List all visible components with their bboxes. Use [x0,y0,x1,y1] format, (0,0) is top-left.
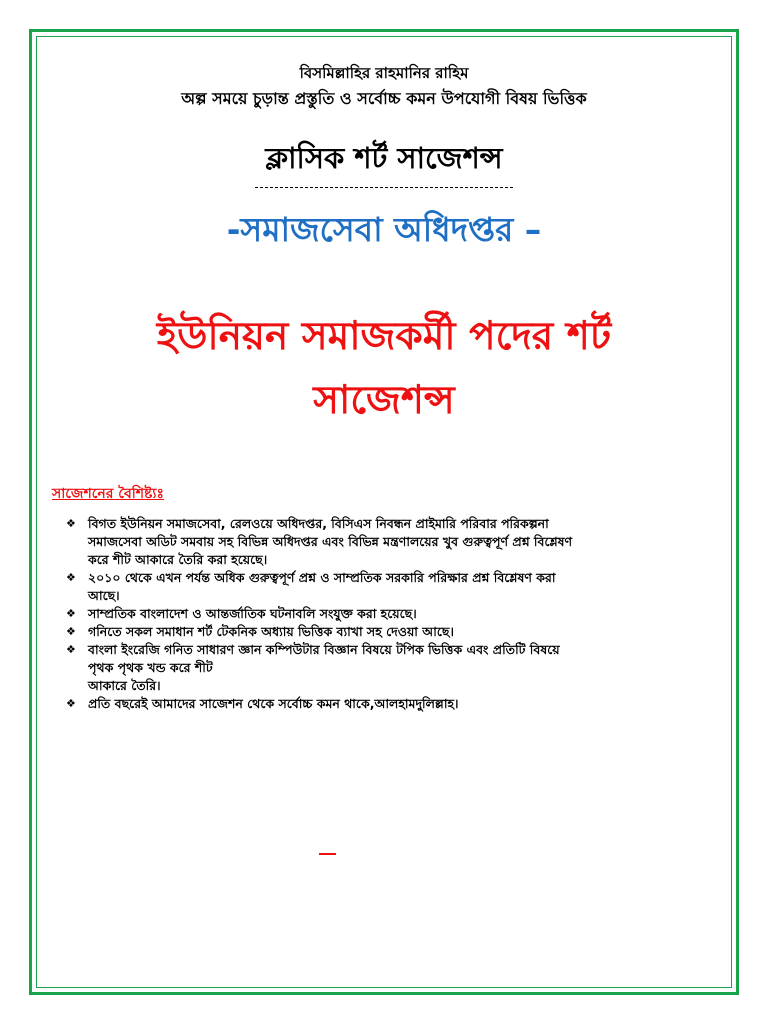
features-list [62,515,718,713]
document-title: ক্লাসিক শর্ট সাজেশন্স [255,136,512,188]
list-item: ❖ বিগত ইউনিয়ন সমাজসেবা, রেলওয়ে অধিদপ্তর, বিসিএস নিবন্ধন প্রাইমারি পরিবার পরিকল্পনা সমাজসেবা অডিট সমবায় সহ বিভিন্ন অধিদপ্তর এবং বিভিন্ন মন্ত্রণালয়ের খুব গুরুত্বপূর্ণ প্রশ্ন বিশ্লেষণ করে শীট আকারে তৈরি করা হয়েছে। [66,516,573,567]
diamond-bullet-icon: ❖ [66,625,76,638]
list-item: ❖ ২০১০ থেকে এখন পর্যন্ত অধিক গুরুত্বপূর্ণ প্রশ্ন ও সাম্প্রতিক সরকারি পরিক্ষার প্রশ্ন বিশ্লেষণ করা আছে। [66,570,556,603]
diamond-bullet-icon: ❖ [66,607,76,620]
list-item: ❖ বাংলা ইংরেজি গনিত সাধারণ জ্ঞান কম্পিউটার বিজ্ঞান বিষয়ে টপিক ভিত্তিক এবং প্রতিটি বিষয়ে পৃথক পৃথক খন্ড করে শীট আকারে তৈরি। [66,642,560,693]
features-label: সাজেশনের বৈশিষ্ট্যঃ [52,486,164,502]
headline-line-2: সাজেশন্স [313,378,455,423]
list-item: ❖ সাম্প্রতিক বাংলাদেশ ও আন্তর্জাতিক ঘটনাবলি সংযুক্ত করা হয়েছে। [66,606,417,621]
department-name: -সমাজসেবা অধিদপ্তর – [226,210,542,249]
tagline: অল্প সময়ে চুড়ান্ত প্রস্তুতি ও সর্বোচ্চ কমন উপযোগী বিষয় ভিত্তিক [181,89,587,108]
diamond-bullet-icon: ❖ [66,517,76,530]
diamond-bullet-icon: ❖ [66,571,76,584]
headline [40,305,728,433]
bismillah-line: বিসমিল্লাহির রাহমানির রাহিম [299,64,469,82]
decorative-dash [319,853,336,855]
list-item: ❖ প্রতি বছরেই আমাদের সাজেশন থেকে সর্বোচ্চ কমন থাকে,আলহামদুলিল্লাহ। [66,696,459,711]
diamond-bullet-icon: ❖ [66,643,76,656]
title-block [0,136,768,188]
diamond-bullet-icon: ❖ [66,697,76,710]
headline-line-1: ইউনিয়ন সমাজকর্মী পদের শর্ট [156,314,612,359]
list-item: ❖ গনিতে সকল সমাধান শর্ট টেকনিক অধ্যায় ভিত্তিক ব্যাখা সহ দেওয়া আছে। [66,624,454,639]
